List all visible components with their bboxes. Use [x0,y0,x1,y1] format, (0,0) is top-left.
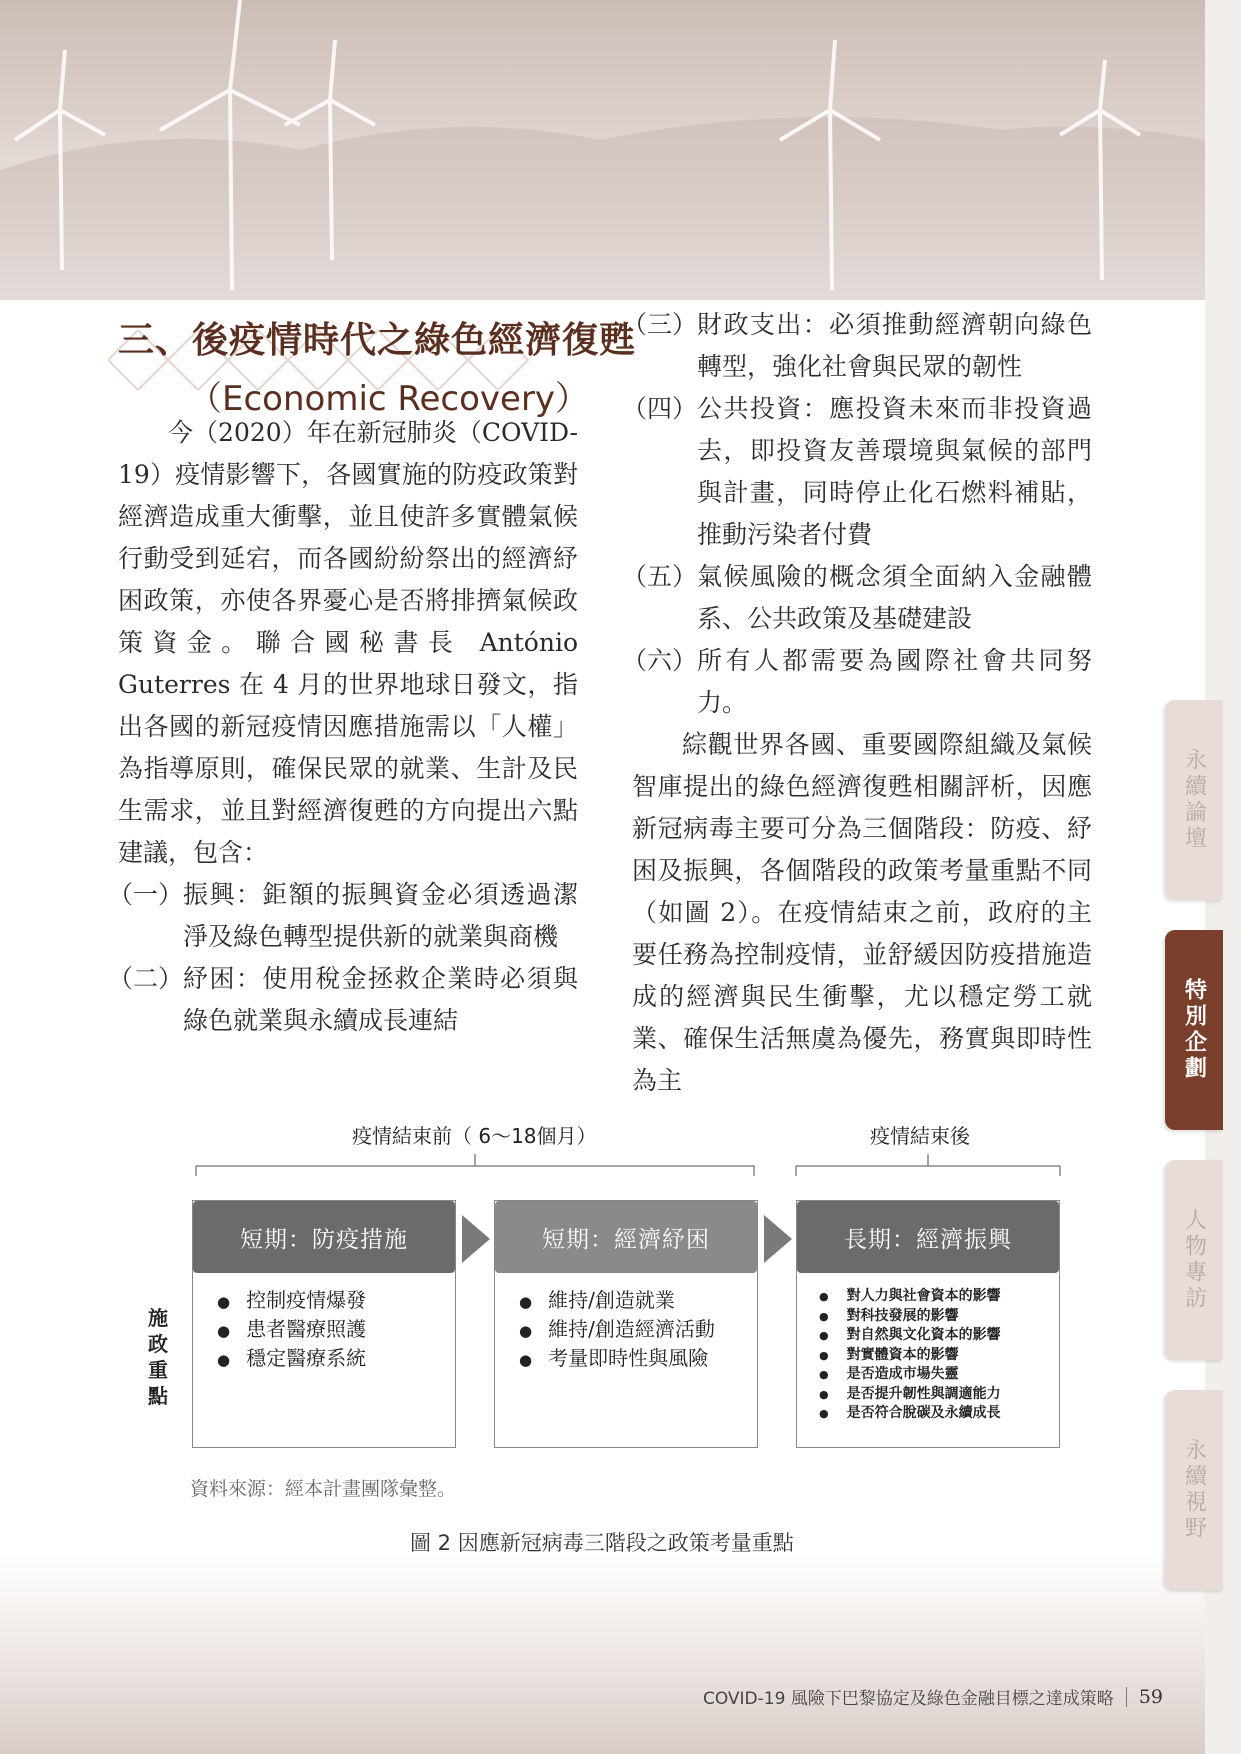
bullet-item: ● 控制疫情爆發 [217,1287,455,1316]
side-label: 施政重點 [148,1306,168,1408]
phase-after-label: 疫情結束後 [870,1124,970,1148]
list-text: 振興：鉅額的振興資金必須透過潔淨及綠色轉型提供新的就業與商機 [183,880,578,951]
bullet-item: ● 是否造成市場失靈 [819,1365,1059,1385]
page-footer [703,1684,1163,1709]
wind-turbine-illustration [0,0,1205,300]
list-item [622,640,1092,724]
arrow-icon [764,1215,792,1263]
list-text: 財政支出：必須推動經濟朝向綠色轉型，強化社會與民眾的韌性 [697,310,1092,381]
phase-brackets [140,1148,1070,1188]
list-marker: （一） [108,880,184,909]
bullet-item: ● 對科技發展的影響 [819,1307,1059,1327]
page-number: 59 [1138,1685,1163,1708]
phase-before-label: 疫情結束前（ 6～18個月） [352,1124,597,1148]
arrow-icon [462,1215,490,1263]
tab-sustainability-forum[interactable]: 永續論壇 [1165,700,1223,900]
section-subtitle: （Economic Recovery） [188,379,590,419]
list-marker: （二） [108,964,184,993]
bullet-item: ● 是否符合脫碳及永續成長 [819,1404,1059,1424]
bullet-item: ● 是否提升韌性與調適能力 [819,1385,1059,1405]
figure-source: 資料來源：經本計畫團隊彙整。 [190,1478,457,1500]
bullet-item: ● 對人力與社會資本的影響 [819,1287,1059,1307]
list-item [622,556,1092,640]
phase-box-relief [494,1200,758,1448]
body-paragraph: 綜觀世界各國、重要國際組織及氣候智庫提出的綠色經濟復甦相關評析，因應新冠病毒主要可分為三個階段：防疫、紓困及振興，各個階段的政策考量重點不同（如圖 2）。在疫情結束之前，政府的主要任務為控制疫情，並舒緩因防疫措施造成的經濟與民生衝擊，尤以穩定勞工就業、確保生活無虞為優先，務實與即時性為主 [632,730,1092,1095]
bullet-item: ● 考量即時性與風險 [519,1345,757,1374]
footer-background-image [0,1554,1205,1754]
list-text: 紓困：使用稅金拯救企業時必須與綠色就業與永續成長連結 [183,964,578,1035]
phase-box-recovery [796,1200,1060,1448]
box-title: 短期：防疫措施 [193,1201,455,1273]
bullet-item: ● 維持/創造經濟活動 [519,1316,757,1345]
list-marker: （四） [622,394,698,423]
list-marker: （五） [622,562,698,591]
list-text: 氣候風險的概念須全面納入金融體系、公共政策及基礎建設 [697,562,1092,633]
section-title: 三、後疫情時代之綠色經濟復甦 [118,320,637,361]
bullet-list [193,1287,455,1374]
list-item [108,958,578,1042]
bullet-list [495,1287,757,1374]
tab-special-feature[interactable]: 特別企劃 [1165,930,1223,1130]
right-column [622,304,1092,1102]
intro-paragraph: 今（2020）年在新冠肺炎（COVID-19）疫情影響下，各國實施的防疫政策對經濟造成重大衝擊，並且使許多實體氣候行動受到延宕，而各國紛紛祭出的經濟紓困政策，亦使各界憂心是否將排擠氣候政策資金。聯合國秘書長 António Guterres 在 4 月的世界地球日發文，指出各國的新冠疫情因應措施需以「人權」為指導原則，確保民眾的就業、生計及民生需求，並且對經濟復甦的方向提出六點建議，包含： [118,418,578,867]
list-text: 公共投資：應投資未來而非投資過去，即投資友善環境與氣候的部門與計畫，同時停止化石燃料補貼，推動污染者付費 [697,394,1092,549]
list-item [622,388,1092,556]
list-marker: （六） [622,646,698,675]
figure-caption: 圖 2 因應新冠病毒三階段之政策考量重點 [410,1531,794,1555]
box-title: 長期：經濟振興 [797,1201,1059,1273]
tab-interview[interactable]: 人物專訪 [1165,1160,1223,1360]
bullet-item: ● 維持/創造就業 [519,1287,757,1316]
bullet-item: ● 對實體資本的影響 [819,1346,1059,1366]
left-column [108,412,578,1042]
list-marker: （三） [622,310,698,339]
running-title: COVID-19 風險下巴黎協定及綠色金融目標之達成策略 [702,1689,1114,1709]
bullet-item: ● 穩定醫療系統 [217,1345,455,1374]
bullet-item: ● 對自然與文化資本的影響 [819,1326,1059,1346]
list-item [622,304,1092,388]
list-text: 所有人都需要為國際社會共同努力。 [697,646,1092,717]
list-item [108,874,578,958]
bullet-item: ● 患者醫療照護 [217,1316,455,1345]
bullet-list [797,1287,1059,1424]
section-heading [118,312,637,420]
tab-sustainability-vision[interactable]: 永續視野 [1165,1390,1223,1590]
header-wind-turbine-image [0,0,1205,300]
box-title: 短期：經濟紓困 [495,1201,757,1273]
footer-divider [1126,1687,1127,1707]
phase-box-prevention [192,1200,456,1448]
